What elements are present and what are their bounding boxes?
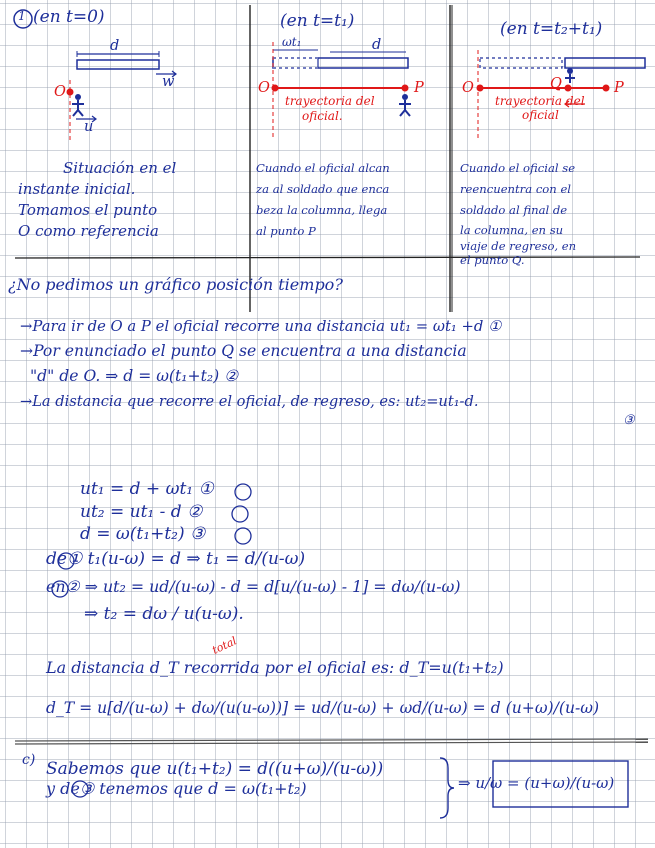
scene2-wt-label: ωt₁: [282, 35, 302, 49]
scene1-d-label: d: [110, 38, 120, 54]
scene2-trajectory-2: oficial.: [302, 109, 343, 123]
equation-1: ut₁ = d + ωt₁ ①: [80, 479, 214, 499]
scene1-w-label: w: [162, 74, 175, 90]
scene3-heading: (en t=t₂+t₁): [500, 19, 603, 39]
statement-2: →Por enunciado el punto Q se encuentra a una distancia: [20, 342, 467, 360]
scene1-heading: (en t=0): [33, 7, 105, 27]
total-distance-formula: d_T = u[d/(u-ω) + dω/(u(u-ω))] = ud/(u-ω) + ωd/(u-ω) = d (u+ω)/(u-ω): [46, 699, 600, 717]
scene3-trajectory-1: trayectoria del: [495, 94, 585, 108]
statement-4: →La distancia que recorre el oficial, de regreso, es: ut₂=ut₁-d.: [20, 393, 479, 410]
statement-3: "d" de O. ⇒ d = ω(t₁+t₂) ②: [30, 367, 239, 385]
scene3-trajectory-2: oficial: [522, 108, 559, 122]
equation-2: ut₂ = ut₁ - d ②: [80, 502, 203, 522]
scene2-origin-label: O: [258, 80, 270, 96]
scene1-origin-label: O: [54, 84, 66, 100]
scene3-p-label: P: [614, 80, 624, 96]
scene1-number: 1: [18, 9, 26, 23]
description-col2: Cuando el oficial alcan za al soldado que enca beza la columna, llega al punto P: [256, 161, 390, 238]
derivation-3: ⇒ t₂ = dω / u(u-ω).: [84, 604, 244, 624]
scene1-u-label: u: [84, 119, 94, 135]
statement-4-ref: ③: [623, 413, 635, 428]
description-col1: Situación en el instante inicial. Tomamos el punto O como referencia: [18, 159, 177, 240]
part-c-conclusion: ⇒ u/ω = (u+ω)/(u-ω): [458, 774, 615, 792]
equation-3: d = ω(t₁+t₂) ③: [80, 524, 206, 544]
scene2-p-label: P: [414, 80, 424, 96]
scene1-diagram: [14, 7, 176, 140]
statement-1: →Para ir de O a P el oficial recorre una distancia ut₁ = ωt₁ +d ①: [20, 318, 502, 335]
scene3-q-label: Q: [550, 76, 562, 92]
question-text: ¿No pedimos un gráfico posición tiempo?: [8, 275, 343, 294]
scene2-d-label: d: [372, 37, 382, 53]
description-col3: Cuando el oficial se reencuentra con el soldado al final de la columna, en su viaje de regreso, en el punto Q.: [460, 161, 577, 267]
part-c-line1: Sabemos que u(t₁+t₂) = d((u+ω)/(u-ω)): [46, 759, 384, 779]
total-distance-sentence: La distancia d_T recorrida por el oficial es: d_T=u(t₁+t₂): [46, 658, 504, 677]
part-c-label: c): [22, 752, 36, 768]
total-annotation: total: [210, 634, 239, 657]
scene2-heading: (en t=t₁): [280, 11, 355, 31]
derivation-1: de① t₁(u-ω) = d ⇒ t₁ = d/(u-ω): [46, 549, 306, 569]
scene2-trajectory-1: trayectoria del: [285, 94, 375, 108]
scene2-diagram: [272, 42, 412, 140]
scene3-origin-label: O: [462, 80, 474, 96]
part-c-line2: y de③ tenemos que d = ω(t₁+t₂): [46, 779, 307, 798]
derivation-2: en② ⇒ ut₂ = ud/(u-ω) - d = d[u/(u-ω) - 1] = dω/(u-ω): [46, 577, 461, 596]
